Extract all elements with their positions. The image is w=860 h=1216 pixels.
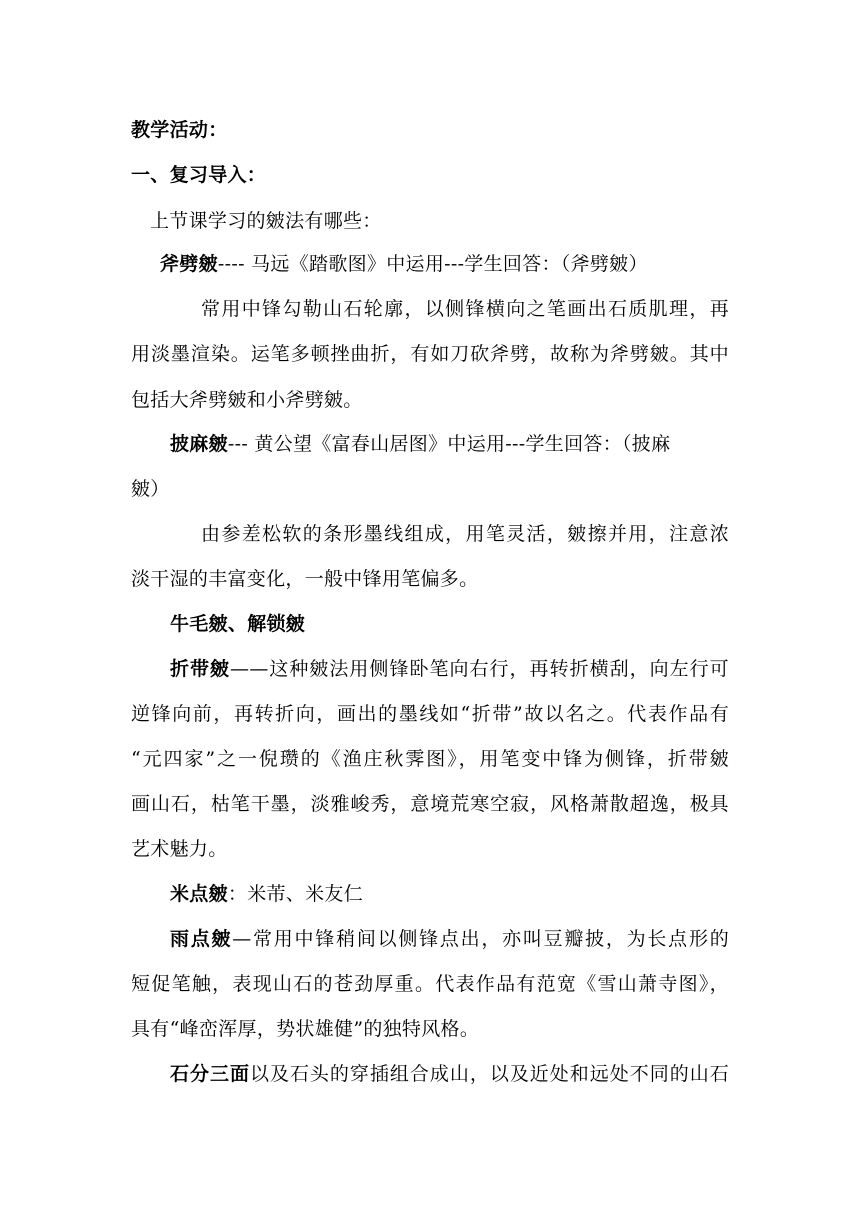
zhedai-line-3: “元四家”之一倪瓒的《渔庄秋霁图》，用笔变中锋为侧锋，折带皴 — [131, 748, 729, 770]
pima-rest-line-2: 皴） — [131, 478, 170, 500]
zhedai-line-5: 艺术魅力。 — [131, 838, 228, 860]
yudian-term: 雨点皴 — [170, 928, 233, 950]
fupi-desc-line-3: 包括大斧劈皴和小斧劈皴。 — [131, 389, 363, 411]
zhedai-line-2: 逆锋向前，再转折向，画出的墨线如“折带”故以名之。代表作品有 — [131, 703, 729, 725]
pima-desc-line-2: 淡干湿的丰富变化，一般中锋用笔偏多。 — [131, 568, 479, 590]
zhedai-text-1: ——这种皴法用侧锋卧笔向右行，再转折横刮，向左行可 — [230, 658, 729, 680]
yudian-text-1: —常用中锋稍间以侧锋点出，亦叫豆瓣披，为长点形的 — [232, 928, 730, 950]
fupi-term: 斧劈皴 — [160, 253, 218, 275]
intro-text: 上节课学习的皴法有哪些： — [150, 210, 382, 232]
pima-desc-line-1: 由参差松软的条形墨线组成，用笔灵活，皴擦并用，注意浓 — [201, 523, 729, 545]
niumao-heading: 牛毛皴、解锁皴 — [170, 613, 306, 635]
midian-rest: ：米芾、米友仁 — [227, 883, 364, 905]
midian-term: 米点皴 — [170, 883, 228, 905]
yudian-line-1 — [170, 927, 729, 951]
zhedai-line-1 — [170, 657, 729, 681]
pima-rest: --- 黄公望《富春山居图》中运用---学生回答：（披麻 — [227, 433, 671, 455]
fupi-desc-line-1: 常用中锋勾勒山石轮廓，以侧锋横向之笔画出石质肌理，再 — [201, 298, 729, 320]
midian-line — [170, 882, 770, 906]
pima-term: 披麻皴 — [170, 433, 228, 455]
zhedai-term: 折带皴 — [170, 658, 231, 680]
shifen-line — [170, 1062, 729, 1086]
yudian-line-3: 具有“峰峦浑厚，势状雄健”的独特风格。 — [131, 1018, 480, 1040]
heading-activity: 教学活动： — [131, 119, 228, 141]
section-title: 一、复习导入： — [131, 164, 267, 186]
fupi-rest: ---- 马远《踏歌图》中运用---学生回答：（斧劈皴） — [217, 253, 648, 275]
shifen-term: 石分三面 — [170, 1063, 250, 1085]
fupi-desc-line-2: 用淡墨渲染。运笔多顿挫曲折，有如刀砍斧劈，故称为斧劈皴。其中 — [131, 343, 729, 365]
shifen-rest: 以及石头的穿插组合成山，以及近处和远处不同的山石 — [249, 1063, 730, 1085]
pima-heading — [170, 432, 770, 456]
yudian-line-2: 短促笔触，表现山石的苍劲厚重。代表作品有范宽《雪山萧寺图》， — [131, 973, 729, 995]
fupi-heading — [160, 252, 760, 276]
zhedai-line-4: 画山石，枯笔干墨，淡雅峻秀，意境荒寒空寂，风格萧散超逸，极具 — [131, 793, 729, 815]
